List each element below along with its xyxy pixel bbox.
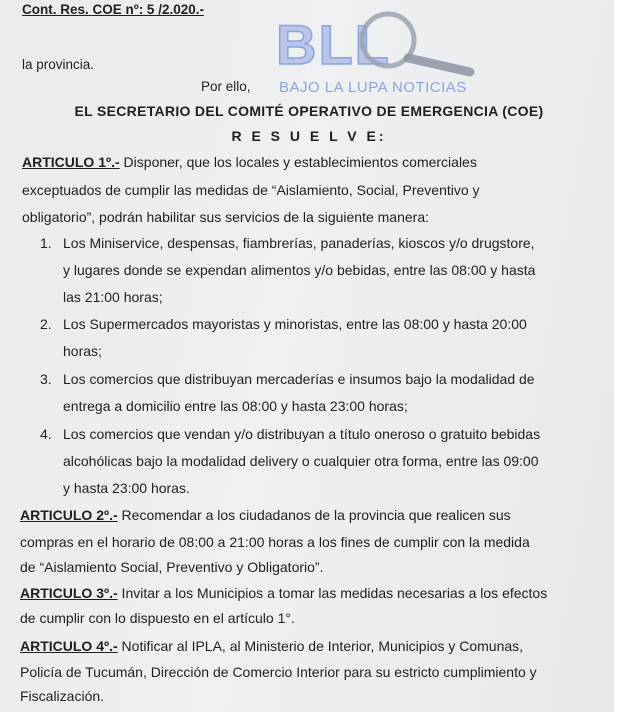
article-1-line-2: exceptuados de cumplir las medidas de “Aislamiento, Social, Preventivo y	[22, 182, 480, 198]
list-item-number: 3.	[40, 371, 52, 387]
document-title: EL SECRETARIO DEL COMITÉ OPERATIVO DE EMERGENCIA (COE)	[74, 103, 544, 119]
article-4-label: ARTICULO 4º.-	[20, 638, 118, 654]
article-4-line-2: Policía de Tucumán, Dirección de Comercio Interior para su estricto cumplimiento y	[20, 664, 537, 680]
list-item-2-line-2: horas;	[63, 343, 102, 359]
por-ello-text: Por ello,	[201, 79, 251, 94]
article-3-line-1: ARTICULO 3º.- Invitar a los Municipios a tomar las medidas necesarias a los efectos	[20, 585, 548, 601]
list-item-number: 1.	[40, 235, 52, 251]
article-4-line-3: Fiscalización.	[20, 688, 105, 704]
article-2-label: ARTICULO 2º.-	[20, 507, 118, 523]
list-item-1-line-2: y lugares donde se expendan alimentos y/o bebidas, entre las 08:00 y hasta	[63, 262, 536, 278]
article-4-line-1: ARTICULO 4º.- Notificar al IPLA, al Ministerio de Interior, Municipios y Comunas,	[20, 638, 524, 654]
article-3-label: ARTICULO 3º.-	[20, 585, 118, 601]
article-2-line-3: de “Aislamiento Social, Preventivo y Obligatorio”.	[20, 559, 324, 575]
previous-page-fragment: la provincia.	[22, 57, 95, 72]
list-item-4-line-3: y hasta 23:00 horas.	[63, 480, 190, 496]
list-item-3-line-1: Los comercios que distribuyan mercaderías e insumos bajo la modalidad de	[63, 371, 535, 387]
resuelve-heading: R E S U E L V E:	[231, 128, 387, 144]
watermark-logo-text: BLL	[276, 13, 391, 76]
list-item-3-line-2: entrega a domicilio entre las 08:00 y hasta 23:00 horas;	[63, 398, 408, 414]
article-2-line-1: ARTICULO 2º.- Recomendar a los ciudadanos de la provincia que realicen sus	[20, 507, 511, 523]
article-3-line-2: de cumplir con lo dispuesto en el artículo 1°.	[20, 610, 295, 626]
list-item-number: 2.	[40, 316, 52, 332]
article-1-line-3: obligatorio”, podrán habilitar sus servicios de la siguiente manera:	[22, 209, 429, 225]
list-item-4-line-1: Los comercios que vendan y/o distribuyan a título oneroso o gratuito bebidas	[63, 426, 541, 442]
article-1-line-1: ARTICULO 1º.- Disponer, que los locales y establecimientos comerciales	[22, 154, 477, 170]
magnifier-handle-icon	[408, 58, 470, 72]
list-item-2-line-1: Los Supermercados mayoristas y minoristas, entre las 08:00 y hasta 20:00	[63, 316, 527, 332]
watermark-caption: BAJO LA LUPA NOTICIAS	[279, 79, 467, 96]
article-2-line-2: compras en el horario de 08:00 a 21:00 horas a los fines de cumplir con la medida	[20, 534, 530, 550]
article-1-label: ARTICULO 1º.-	[22, 154, 120, 170]
watermark-logo	[270, 6, 480, 78]
document-reference: Cont. Res. COE nº: 5 /2.020.-	[22, 2, 204, 17]
list-item-4-line-2: alcohólicas bajo la modalidad delivery o cualquier otra forma, entre las 09:00	[63, 453, 539, 469]
list-item-number: 4.	[40, 426, 52, 442]
list-item-1-line-3: las 21:00 horas;	[63, 289, 163, 305]
list-item-1-line-1: Los Miniservice, despensas, fiambrerías, panaderías, kioscos y/o drugstore,	[63, 235, 535, 251]
